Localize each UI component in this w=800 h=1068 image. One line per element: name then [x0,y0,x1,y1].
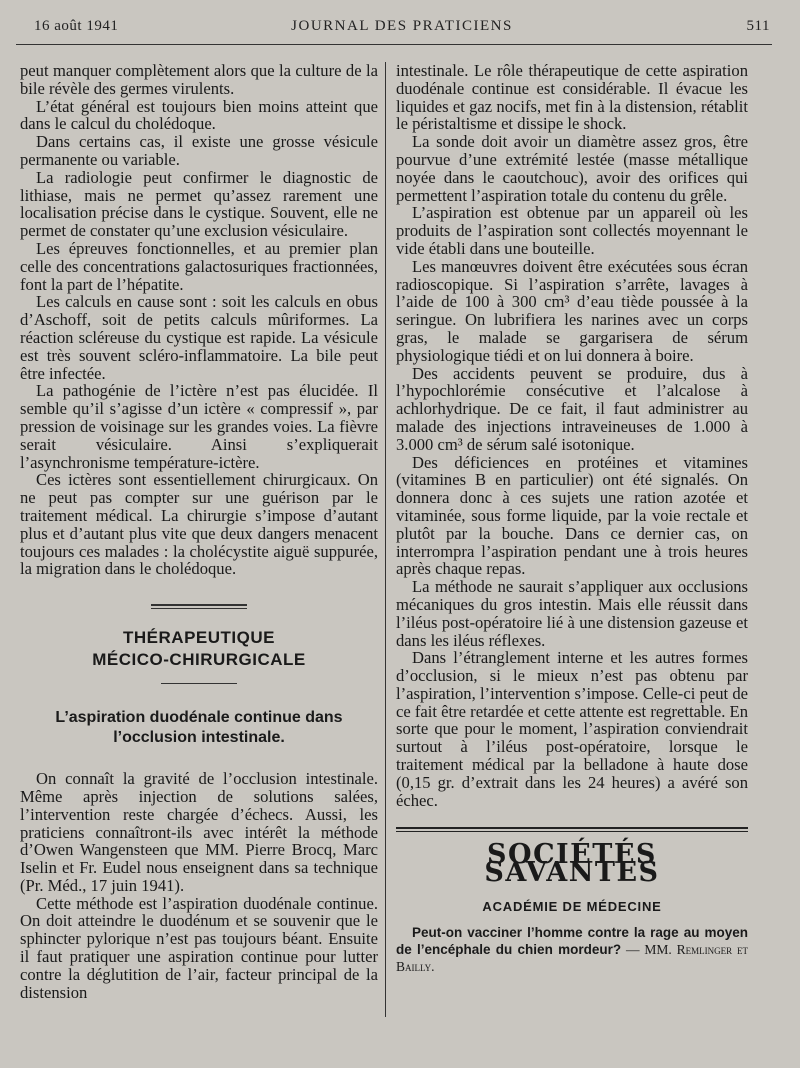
paragraph: La méthode ne saurait s’appliquer aux occlusions mécaniques du gros intestin. Mais elle réussit dans l’iléus post-opératoire lié à une distension gazeuse et dans les iléus réflexes. [396,577,748,650]
header-page-number: 511 [746,18,770,34]
paragraph: La sonde doit avoir un diamètre assez gros, être pourvue d’une extrémité lestée (masse métallique noyée dans le caoutchouc), avoir des orifices qui permettent l’aspiration totale du contenu du grêle. [396,132,748,205]
left-column [20,62,378,1001]
article-title [20,708,378,748]
academie-question: Peut-on vacciner l’homme contre la rage au moyen de l’encéphale du chien mordeur? [396,924,748,957]
paragraph: Des déficiences en protéines et vitamines (vitamines B en particulier) ont été signalés. On donnera donc à ces sujets une ration azotée et vitaminée, sous forme liquide, par la voie rectale et plutôt par la bouche. Dans ce dernier cas, on interrompra l’aspiration pendant une à trois heures après chaque repas. [396,452,748,579]
paragraph: L’état général est toujours bien moins atteint que dans le calcul du cholédoque. [20,96,378,134]
title-rule [161,683,237,684]
paragraph: Dans certains cas, il existe une grosse vésicule permanente ou variable. [20,132,378,169]
section-divider [151,604,247,609]
academie-heading: ACADÉMIE DE MÉDECINE [482,899,662,915]
societes-divider [396,827,748,832]
paragraph: Des accidents peuvent se produire, dus à l’hypochlorémie consécutive et l’alcalose à achlorhydrique. De ce fait, il faut administrer au malade des injections intraveineuses de 1.000 à 3.000 cm³ de sérum salé isotonique. [396,363,748,454]
header-date: 16 août 1941 [34,18,119,34]
header-rule [16,44,772,45]
paragraph: Dans l’étranglement interne et les autres formes d’occlusion, si le mieux n’est pas obtenu par l’aspiration, l’intervention s’impose. Celle-ci peut de ce fait être retardée et cette attente est regrettable. En sorte que pour le moment, l’aspiration conviendrait surtout à l’iléus post-opératoire, lorsque le traitement médical par la belladone à haute dose (0,15 gr. d’extrait dans les 24 heures) a avéré son échec. [396,648,748,810]
paragraph: peut manquer complètement alors que la culture de la bile révèle des germes virulents. [20,61,378,98]
paragraph: intestinale. Le rôle thérapeutique de cette aspiration duodénale continue est considérable. Il évacue les liquides et gaz nocifs, met fin à la distension, rétablit le péristaltisme et dissipe le shock. [396,61,748,134]
article-paragraph: On connaît la gravité de l’occlusion intestinale. Même après injection de solutions salées, l’intervention reste chargée d’échecs. Aussi, les praticiens connaîtront-ils avec intérêt la méthode d’Owen Wangensteen que MM. Pierre Brocq, Marc Iselin et Fr. Eudel nous enseignent dans sa technique (Pr. Méd., 17 juin 1941). [20,769,378,895]
paragraph: L’aspiration est obtenue par un appareil où les produits de l’aspiration sont collectés moyennant le vide établi dans une bouteille. [396,203,748,258]
section-title-line: THÉRAPEUTIQUE [123,628,275,648]
section-title-line: MÉCICO-CHIRURGICALE [92,650,306,670]
paragraph: Ces ictères sont essentiellement chirurgicaux. On ne peut pas compter sur une guérison par le traitement médical. La chirurgie s’impose d’autant plus et d’autant plus vite que deux dangers menacent toujours ces malades : la cholécystite aiguë suppurée, la migration dans le cholédoque. [20,470,378,579]
paragraph: La pathogénie de l’ictère n’est pas élucidée. Il semble qu’il s’agisse d’un ictère « compressif », par pression de voisinage sur les grandes voies. La fièvre serait vésiculaire. Ainsi s’expliquerait l’asynchronisme température-ictère. [20,381,378,472]
paragraph: La radiologie peut confirmer le diagnostic de lithiase, mais ne permet qu’assez rarement une localisation précise dans le cystique. Souvent, elle ne permet de constater qu’une exclusion vésiculaire. [20,167,378,241]
societes-savantes-title: SOCIÉTÉS SAVANTES [484,839,660,889]
article-paragraph: Cette méthode est l’aspiration duodénale continue. On doit atteindre le duodénum et se souvenir que le sphincter pylorique n’est pas toujours béant. Ensuite il faut pratiquer une aspiration continue pour lutter contre la déglutition de l’air, facteur principal de la distension [20,893,378,1002]
paragraph: Les épreuves fonctionnelles, et au premier plan celle des concentrations galactosuriques fractionnées, font la part de l’hépatite. [20,238,378,294]
academie-authors: — MM. Remlinger et Bailly. [396,941,748,974]
section-title [20,627,378,671]
running-header [34,18,770,40]
right-column [396,62,748,975]
paragraph: Les manœuvres doivent être exécutées sous écran radioscopique. Si l’aspiration s’arrête, lavages à l’aide de 100 à 300 cm³ d’eau tiède poussée à la seringue. On lubrifiera les narines avec un corps gras, le malade se gargarisera de sérum physiologique tiédi et on lui donnera à boire. [396,256,748,365]
column-divider [385,62,386,1017]
article-title-line: l’occlusion intestinale. [113,729,285,747]
academie-entry [396,924,748,975]
article-title-line: L’aspiration duodénale continue dans [55,709,343,727]
header-journal-title: JOURNAL DES PRATICIENS [291,18,513,34]
paragraph: Les calculs en cause sont : soit les calculs en obus d’Aschoff, soit de petits calculs mûriformes. La réaction scléreuse du cystique est rapide. La vésicule est très souvent scléro-inflammatoire. La bile peut être infectée. [20,292,378,383]
